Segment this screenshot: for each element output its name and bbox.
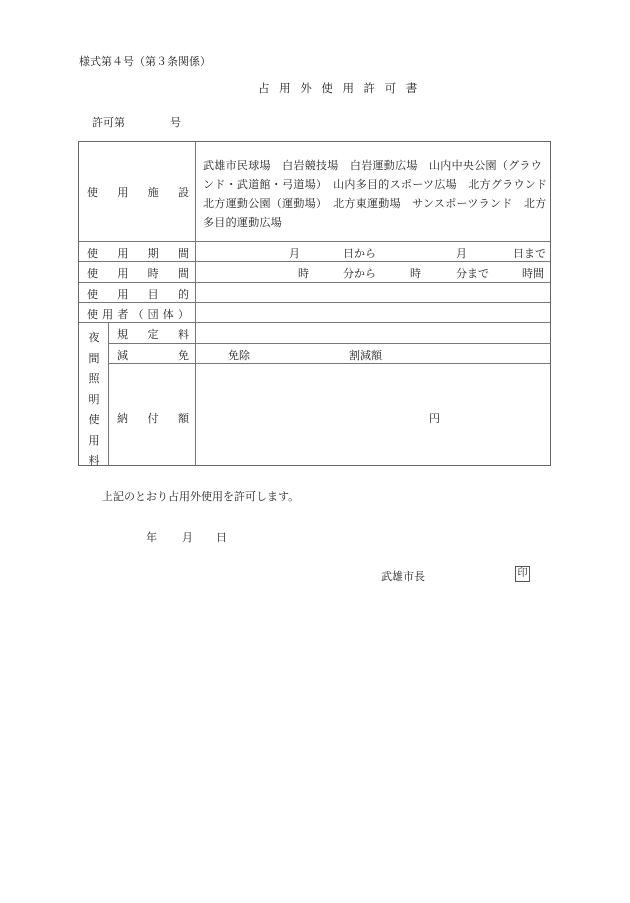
label-char: 間: [177, 247, 189, 260]
row-divider: [79, 302, 551, 303]
label-char: 時: [147, 267, 159, 280]
night-lighting-label: [87, 328, 101, 472]
row-divider: [79, 282, 551, 283]
label-period: [87, 245, 189, 261]
title-char: 使: [321, 81, 343, 95]
issuer-name: 武雄市長: [381, 570, 425, 583]
label-char: 額: [178, 412, 189, 425]
label-payment: [117, 410, 189, 426]
label-standard-fee: [117, 326, 189, 342]
reduced-amount-option[interactable]: 割減額: [349, 349, 382, 362]
permit-number: [92, 114, 181, 130]
time-duration[interactable]: 時間: [522, 267, 544, 280]
label-facility: [87, 184, 189, 200]
row-divider: [79, 261, 551, 262]
row-divider: [108, 343, 551, 344]
label-time: [87, 265, 189, 281]
label-char: 夜: [88, 331, 100, 344]
facility-list: 武雄市民球場 白岩競技場 白岩運動広場 山内中央公園（グラウンド・武道館・弓道場） 山内多目的スポーツ広場 北方グラウンド 北方運動公園（運動場） 北方東運動場 サンスポーツランド 北方多目的運動広場: [203, 159, 559, 229]
purpose-field[interactable]: [203, 286, 543, 300]
document-title: [258, 80, 427, 96]
label-char: 用: [117, 288, 129, 301]
label-char: 使: [87, 186, 98, 199]
date-day[interactable]: 日: [216, 531, 227, 544]
label-char: 使: [87, 267, 98, 280]
label-char: 施: [147, 186, 159, 199]
permit-statement: 上記のとおり占用外使用を許可します。: [102, 490, 300, 503]
title-char: 占: [258, 81, 280, 95]
label-char: 間: [177, 267, 189, 280]
label-char: 定: [147, 328, 159, 341]
label-char: 照: [88, 372, 100, 385]
title-char: 許: [363, 81, 385, 95]
title-char: 可: [384, 81, 406, 95]
label-char: 間: [88, 351, 100, 365]
label-char: 者: [117, 308, 129, 321]
user-field[interactable]: [203, 306, 543, 320]
label-char: 料: [88, 454, 100, 467]
period-end-day[interactable]: 日まで: [513, 247, 546, 260]
period-start-month[interactable]: 月: [289, 247, 300, 260]
row-divider: [108, 363, 551, 364]
column-divider: [108, 323, 109, 466]
label-char: 使: [87, 308, 98, 321]
title-char: 用: [279, 81, 301, 95]
label-char: 用: [88, 433, 100, 447]
period-end-month[interactable]: 月: [456, 247, 467, 260]
label-user: [87, 306, 189, 322]
row-divider: [79, 241, 551, 242]
label-reduction: [117, 347, 189, 363]
label-char: 目: [147, 288, 159, 301]
column-divider: [195, 142, 196, 466]
label-char: 料: [178, 328, 189, 341]
date-year[interactable]: 年: [146, 531, 157, 544]
label-char: 設: [177, 186, 189, 199]
title-char: 外: [300, 81, 322, 95]
payment-unit: 円: [429, 412, 440, 425]
label-char: 期: [147, 247, 159, 260]
permit-prefix: 許可第: [92, 116, 125, 129]
label-char: 納: [117, 412, 128, 425]
label-char: 使: [88, 413, 100, 426]
label-char: 体: [162, 308, 174, 321]
label-purpose: [87, 286, 189, 302]
label-char: 減: [117, 349, 128, 362]
label-char: 用: [117, 267, 129, 280]
time-end-minute[interactable]: 分まで: [456, 267, 489, 280]
time-start-hour[interactable]: 時: [298, 267, 309, 280]
permit-suffix: 号: [170, 116, 181, 129]
title-char: 書: [405, 81, 427, 95]
label-char: 免: [178, 349, 189, 362]
label-char: 用: [117, 247, 129, 260]
label-char: 使: [87, 247, 98, 260]
time-end-hour[interactable]: 時: [410, 267, 421, 280]
form-number: 様式第４号（第３条関係）: [79, 55, 211, 68]
label-char: 用: [102, 308, 114, 321]
period-start-day[interactable]: 日から: [343, 247, 376, 260]
time-start-minute[interactable]: 分から: [343, 267, 376, 280]
seal-icon: 印: [515, 566, 530, 582]
date-month[interactable]: 月: [182, 531, 193, 544]
title-char: 用: [342, 81, 364, 95]
label-char: 規: [117, 328, 128, 341]
label-char: 使: [87, 288, 98, 301]
label-char: 団: [147, 308, 159, 321]
label-char: ）: [177, 308, 189, 321]
label-char: 用: [117, 186, 129, 199]
row-divider: [79, 322, 551, 323]
exemption-option[interactable]: 免除: [228, 349, 250, 362]
label-char: 明: [88, 392, 100, 406]
label-char: （: [132, 308, 144, 321]
standard-fee-field[interactable]: [203, 326, 543, 340]
permit-table: [78, 141, 559, 467]
label-char: 的: [177, 288, 189, 301]
label-char: 付: [147, 412, 159, 425]
